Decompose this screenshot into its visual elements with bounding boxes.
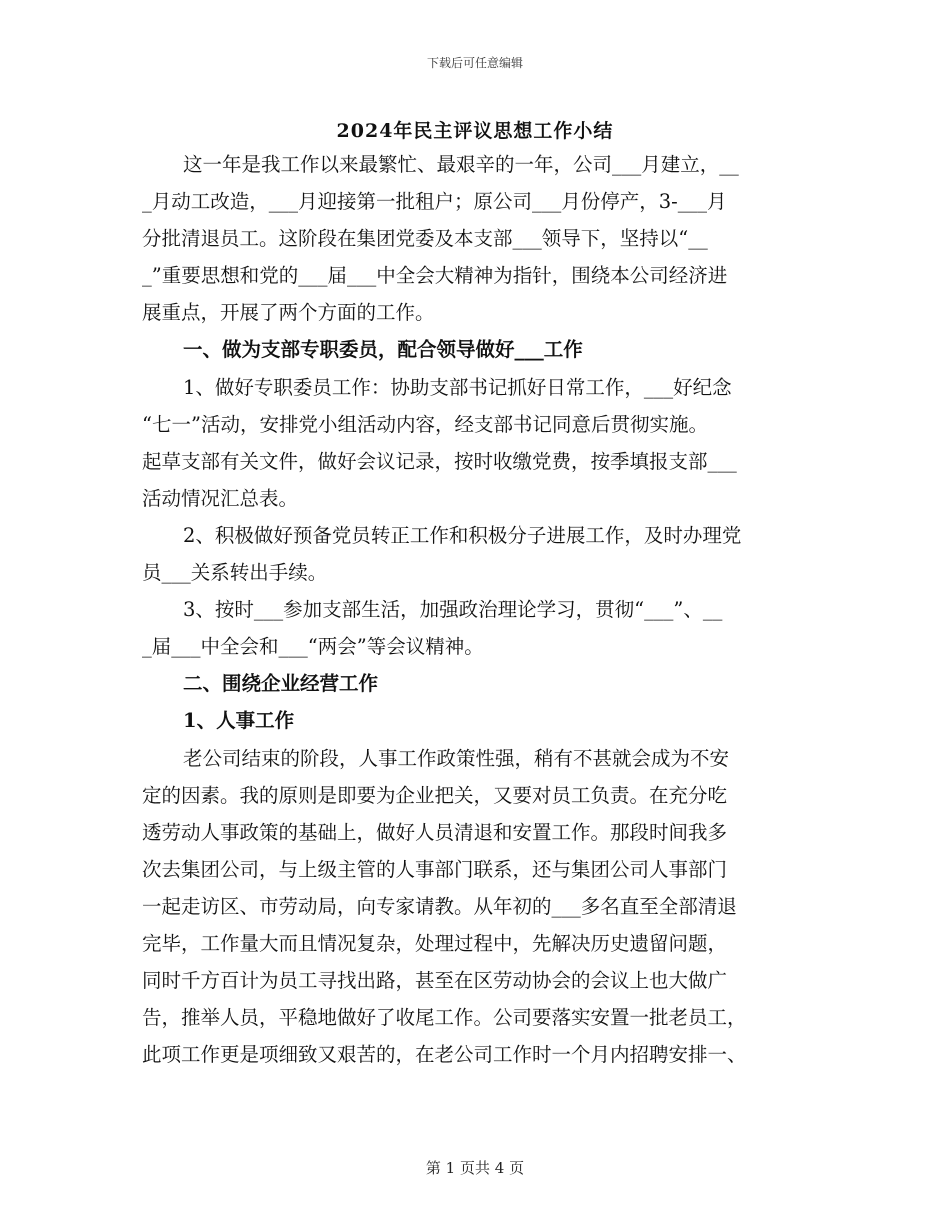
document-body [142, 146, 810, 1073]
paragraph-line: 定的因素。我的原则是即要为企业把关，又要对员工负责。在充分吃 [142, 783, 728, 807]
paragraph-line: 老公司结束的阶段，人事工作政策性强，稍有不甚就会成为不安 [183, 746, 730, 770]
paragraph-line: 透劳动人事政策的基础上，做好人员清退和安置工作。那段时间我多 [142, 820, 728, 844]
paragraph-line: 3、按时___参加支部生活，加强政治理论学习，贯彻“___”、__ [183, 598, 723, 622]
paragraph-line: 员___关系转出手续。 [142, 561, 328, 585]
section-heading-line: 二、围绕企业经营工作 [183, 672, 379, 696]
paragraph-line: “七一”活动，安排党小组活动内容，经支部书记同意后贯彻实施。 [142, 412, 708, 436]
paragraph-line: _月动工改造，___月迎接第一批租户；原公司___月份停产，3-___月 [142, 190, 727, 214]
header-note: 下载后可任意编辑 [426, 56, 523, 70]
page-number-footer: 第 1 页共 4 页 [425, 1159, 525, 1177]
section-heading-line: 一、做为支部专职委员，配合领导做好___工作 [183, 338, 583, 362]
paragraph-line: _”重要思想和党的___届___中全会大精神为指针，围绕本公司经济进 [142, 264, 728, 288]
paragraph-line: 一起走访区、市劳动局，向专家请教。从年初的___多名直至全部清退 [142, 894, 737, 918]
paragraph-line: 2、积极做好预备党员转正工作和积极分子进展工作，及时办理党 [183, 523, 742, 547]
paragraph-line: 次去集团公司，与上级主管的人事部门联系，还与集团公司人事部门 [142, 857, 728, 881]
paragraph-line: 这一年是我工作以来最繁忙、最艰辛的一年，公司___月建立，__ [183, 153, 739, 176]
paragraph-line: 展重点，开展了两个方面的工作。 [142, 301, 435, 325]
paragraph-line: 完毕，工作量大而且情况复杂，处理过程中，先解决历史遗留问题， [142, 931, 728, 955]
paragraph-line: 同时千方百计为员工寻找出路，甚至在区劳动协会的会议上也大做广 [142, 969, 728, 993]
paragraph-line: 起草支部有关文件，做好会议记录，按时收缴党费，按季填报支部___ [142, 449, 737, 473]
paragraph-line: 分批清退员工。这阶段在集团党委及本支部___领导下，坚持以“__ [142, 227, 708, 251]
paragraph-line: 活动情况汇总表。 [142, 486, 299, 510]
document-title: 2024年民主评议思想工作小结 [336, 120, 614, 142]
section-heading-line: 1、人事工作 [183, 709, 295, 733]
paragraph-line: 此项工作更是项细致又艰苦的，在老公司工作时一个月内招聘安排一、 [142, 1043, 747, 1067]
paragraph-line: 1、做好专职委员工作：协助支部书记抓好日常工作，___好纪念 [183, 375, 732, 399]
paragraph-line: 告，推举人员，平稳地做好了收尾工作。公司要落实安置一批老员工， [142, 1006, 747, 1030]
paragraph-line: _届___中全会和___“两会”等会议精神。 [142, 635, 484, 659]
